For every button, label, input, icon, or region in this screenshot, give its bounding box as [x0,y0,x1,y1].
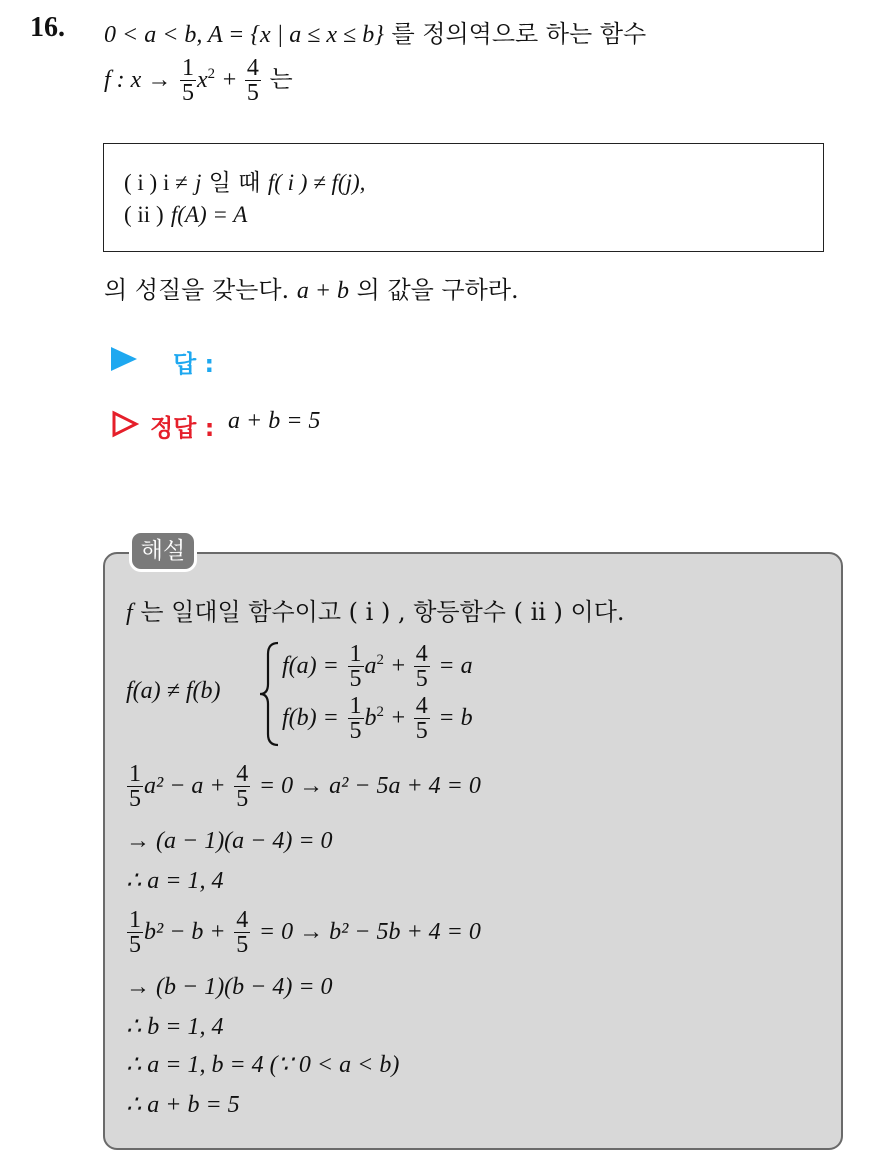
eqa-frac-1 [127,762,143,811]
row1-frac-2 [414,642,430,691]
frac-numerator: 1 [349,641,362,667]
question-number: 16. [30,12,65,43]
condition-line-1 [124,164,365,197]
frac-denominator: 5 [129,932,141,958]
frac-denominator: 5 [236,786,249,812]
cond2-prefix: ( ii ) [124,202,164,227]
frac-numerator: 4 [246,55,259,81]
row2-var: b [364,705,377,731]
system-row-2: f(b) = $\frac{1}{5}$ $b^2$ + $\frac{4}{5}$ = b [282,693,473,744]
frac-denominator: 5 [246,80,259,106]
row1-lhs: f(a) = [282,653,339,679]
function-prefix: f : x → [104,67,172,93]
equation-a-solution: ∴ a = 1, 4 [126,868,224,894]
row1-frac-1 [348,642,364,691]
question-condition [104,14,646,49]
frac-numerator: 4 [236,907,249,933]
row2-frac-1 [348,694,364,743]
frac-denominator: 5 [181,80,194,106]
row1-var: a [364,653,377,679]
sol1-f: f [126,600,133,626]
frac-denominator: 5 [349,666,362,692]
instruction-text-1: 의 성질을 갖는다. [104,276,290,304]
eqa-tail: = 0 → a² − 5a + 4 = 0 [258,773,481,799]
equation-b-factored: → (b − 1)(b − 4) = 0 [126,974,333,1000]
row2-exponent: 2 [376,704,384,720]
question-instruction [104,270,519,305]
instruction-text-2: 의 값을 구하라. [356,276,519,304]
correct-answer-triangle-icon [111,410,139,438]
correct-answer-value: a + b = 5 [228,408,321,434]
condition-text: 를 정의역으로 하는 함수 [391,20,647,48]
frac-numerator: 1 [349,693,362,719]
frac-numerator: 4 [236,761,249,787]
cond2-expr: f(A) = A [170,202,248,227]
eqa-frac-2 [234,762,250,811]
row2-rhs: = b [438,705,473,731]
frac-denominator: 5 [415,718,428,744]
eqb-frac-2 [234,908,250,957]
frac-numerator: 1 [129,907,141,933]
condition-line-2 [124,202,247,228]
eqa-rest: a² − a + [144,773,226,799]
cond1-expr: f( i ) ≠ f(j), [267,170,366,195]
eqb-tail: = 0 → b² − 5b + 4 = 0 [258,919,481,945]
instruction-math: a + b [296,278,350,304]
cond1-mid: 일 때 [208,170,261,196]
condition-math: 0 < a < b, A = {x | a ≤ x ≤ b} [104,22,384,48]
answer-triangle-icon [111,347,137,371]
function-definition [104,56,293,105]
equation-a [126,762,481,811]
frac-denominator: 5 [129,786,141,812]
function-fraction [180,56,196,105]
function-x: x [196,67,208,93]
row1-exponent: 2 [376,652,384,668]
row2-lhs: f(b) = [282,705,339,731]
sol1-text: 는 일대일 함수이고 ( i ) , 항등함수 ( ii ) 이다. [140,598,625,626]
solution-line-1 [126,592,625,627]
system-brace-icon [258,640,282,748]
row2-frac-2 [414,694,430,743]
function-fraction-2 [245,56,261,105]
eqb-frac-1 [127,908,143,957]
function-exponent: 2 [207,66,216,82]
condition-box [103,143,824,252]
frac-numerator: 4 [415,693,428,719]
system-row-1: f(a) = $\frac{1}{5}$ $a^2$ + $\frac{4}{5}$ = a [282,641,473,692]
row1-rhs: = a [438,653,473,679]
function-plus: + [222,67,237,93]
frac-numerator: 4 [415,641,428,667]
frac-numerator: 1 [129,761,141,787]
equation-b-solution: ∴ b = 1, 4 [126,1014,224,1040]
eqb-rest: b² − b + [144,919,226,945]
correct-answer-label: 정답 : [150,414,215,442]
frac-denominator: 5 [415,666,428,692]
frac-denominator: 5 [349,718,362,744]
equation-b [126,908,481,957]
final-answer: ∴ a + b = 5 [126,1092,240,1118]
frac-denominator: 5 [236,932,249,958]
function-suffix: 는 [269,65,293,93]
system-lhs: f(a) ≠ f(b) [126,678,221,704]
answer-label: 답 : [173,350,215,378]
equation-a-factored: → (a − 1)(a − 4) = 0 [126,828,333,854]
cond1-j: j [195,170,202,195]
final-values: ∴ a = 1, b = 4 (∵ 0 < a < b) [126,1052,400,1078]
solution-tag: 해설 [129,530,197,572]
cond1-prefix: ( i ) i ≠ [124,170,188,195]
frac-numerator: 1 [181,55,194,81]
